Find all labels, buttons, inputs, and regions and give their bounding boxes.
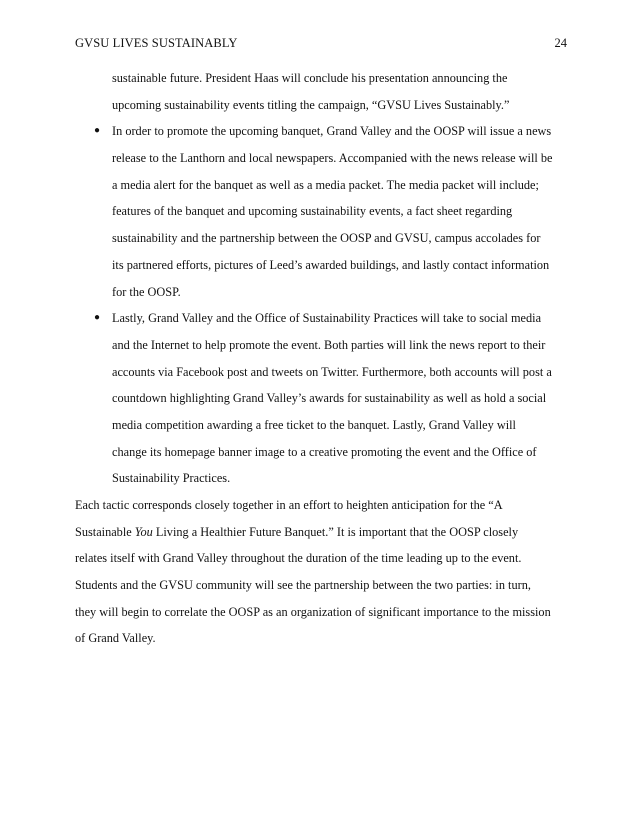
document-body	[75, 65, 575, 652]
paragraph-line: they will begin to correlate the OOSP as an organization of significant importance to the mission	[75, 604, 551, 619]
paragraph-line: media competition awarding a free ticket to the banquet. Lastly, Grand Valley will	[112, 417, 516, 432]
paragraph-line: of Grand Valley.	[75, 631, 156, 646]
paragraph-line: a media alert for the banquet as well as a media packet. The media packet will include;	[112, 177, 539, 192]
paragraph-line: sustainable future. President Haas will conclude his presentation announcing the	[112, 71, 508, 85]
paragraph-line: Lastly, Grand Valley and the Office of Sustainability Practices will take to social media	[112, 311, 542, 326]
paragraph-line: features of the banquet and upcoming sustainability events, a fact sheet regarding	[112, 204, 513, 219]
paragraph-line: its partnered efforts, pictures of Leed’s awarded buildings, and lastly contact information	[112, 257, 550, 272]
paragraph-line: Each tactic corresponds closely together in an effort to heighten anticipation for the “A	[75, 498, 503, 512]
bullet-dot-icon: ●	[94, 312, 101, 324]
paragraph-line: upcoming sustainability events titling the campaign, “GVSU Lives Sustainably.”	[112, 97, 510, 112]
emphasis-text: You	[134, 524, 153, 539]
paragraph-line: sustainability and the partnership between the OOSP and GVSU, campus accolades for	[112, 231, 541, 246]
running-title: GVSU LIVES SUSTAINABLY	[75, 36, 238, 50]
paragraph-line: Sustainability Practices.	[112, 471, 231, 486]
paragraph-line: and the Internet to help promote the event. Both parties will link the news report to their	[112, 337, 546, 352]
paragraph-line: release to the Lanthorn and local newspapers. Accompanied with the news release will be	[112, 151, 553, 166]
paragraph-line: accounts via Facebook post and tweets on Twitter. Furthermore, both accounts will post a	[112, 364, 552, 379]
paragraph-line: for the OOSP.	[112, 284, 181, 299]
paragraph-line: change its homepage banner image to a creative promoting the event and the Office of	[112, 444, 537, 459]
bullet-dot-icon: ●	[94, 125, 101, 137]
paragraph-line: relates itself with Grand Valley throughout the duration of the time leading up to the event.	[75, 551, 522, 566]
paragraph-line: countdown highlighting Grand Valley’s awards for sustainability as well as hold a social	[112, 391, 547, 406]
paragraph-line: In order to promote the upcoming banquet, Grand Valley and the OOSP will issue a news	[112, 124, 552, 139]
page-number: 24	[554, 36, 567, 50]
bullet-item	[75, 305, 575, 492]
bullet-item	[75, 118, 575, 305]
paragraph-line: Students and the GVSU community will see the partnership between the two parties: in turn,	[75, 578, 531, 593]
paragraph-line: Sustainable You Living a Healthier Future Banquet.” It is important that the OOSP closely	[75, 524, 519, 539]
closing-paragraph	[75, 492, 575, 652]
